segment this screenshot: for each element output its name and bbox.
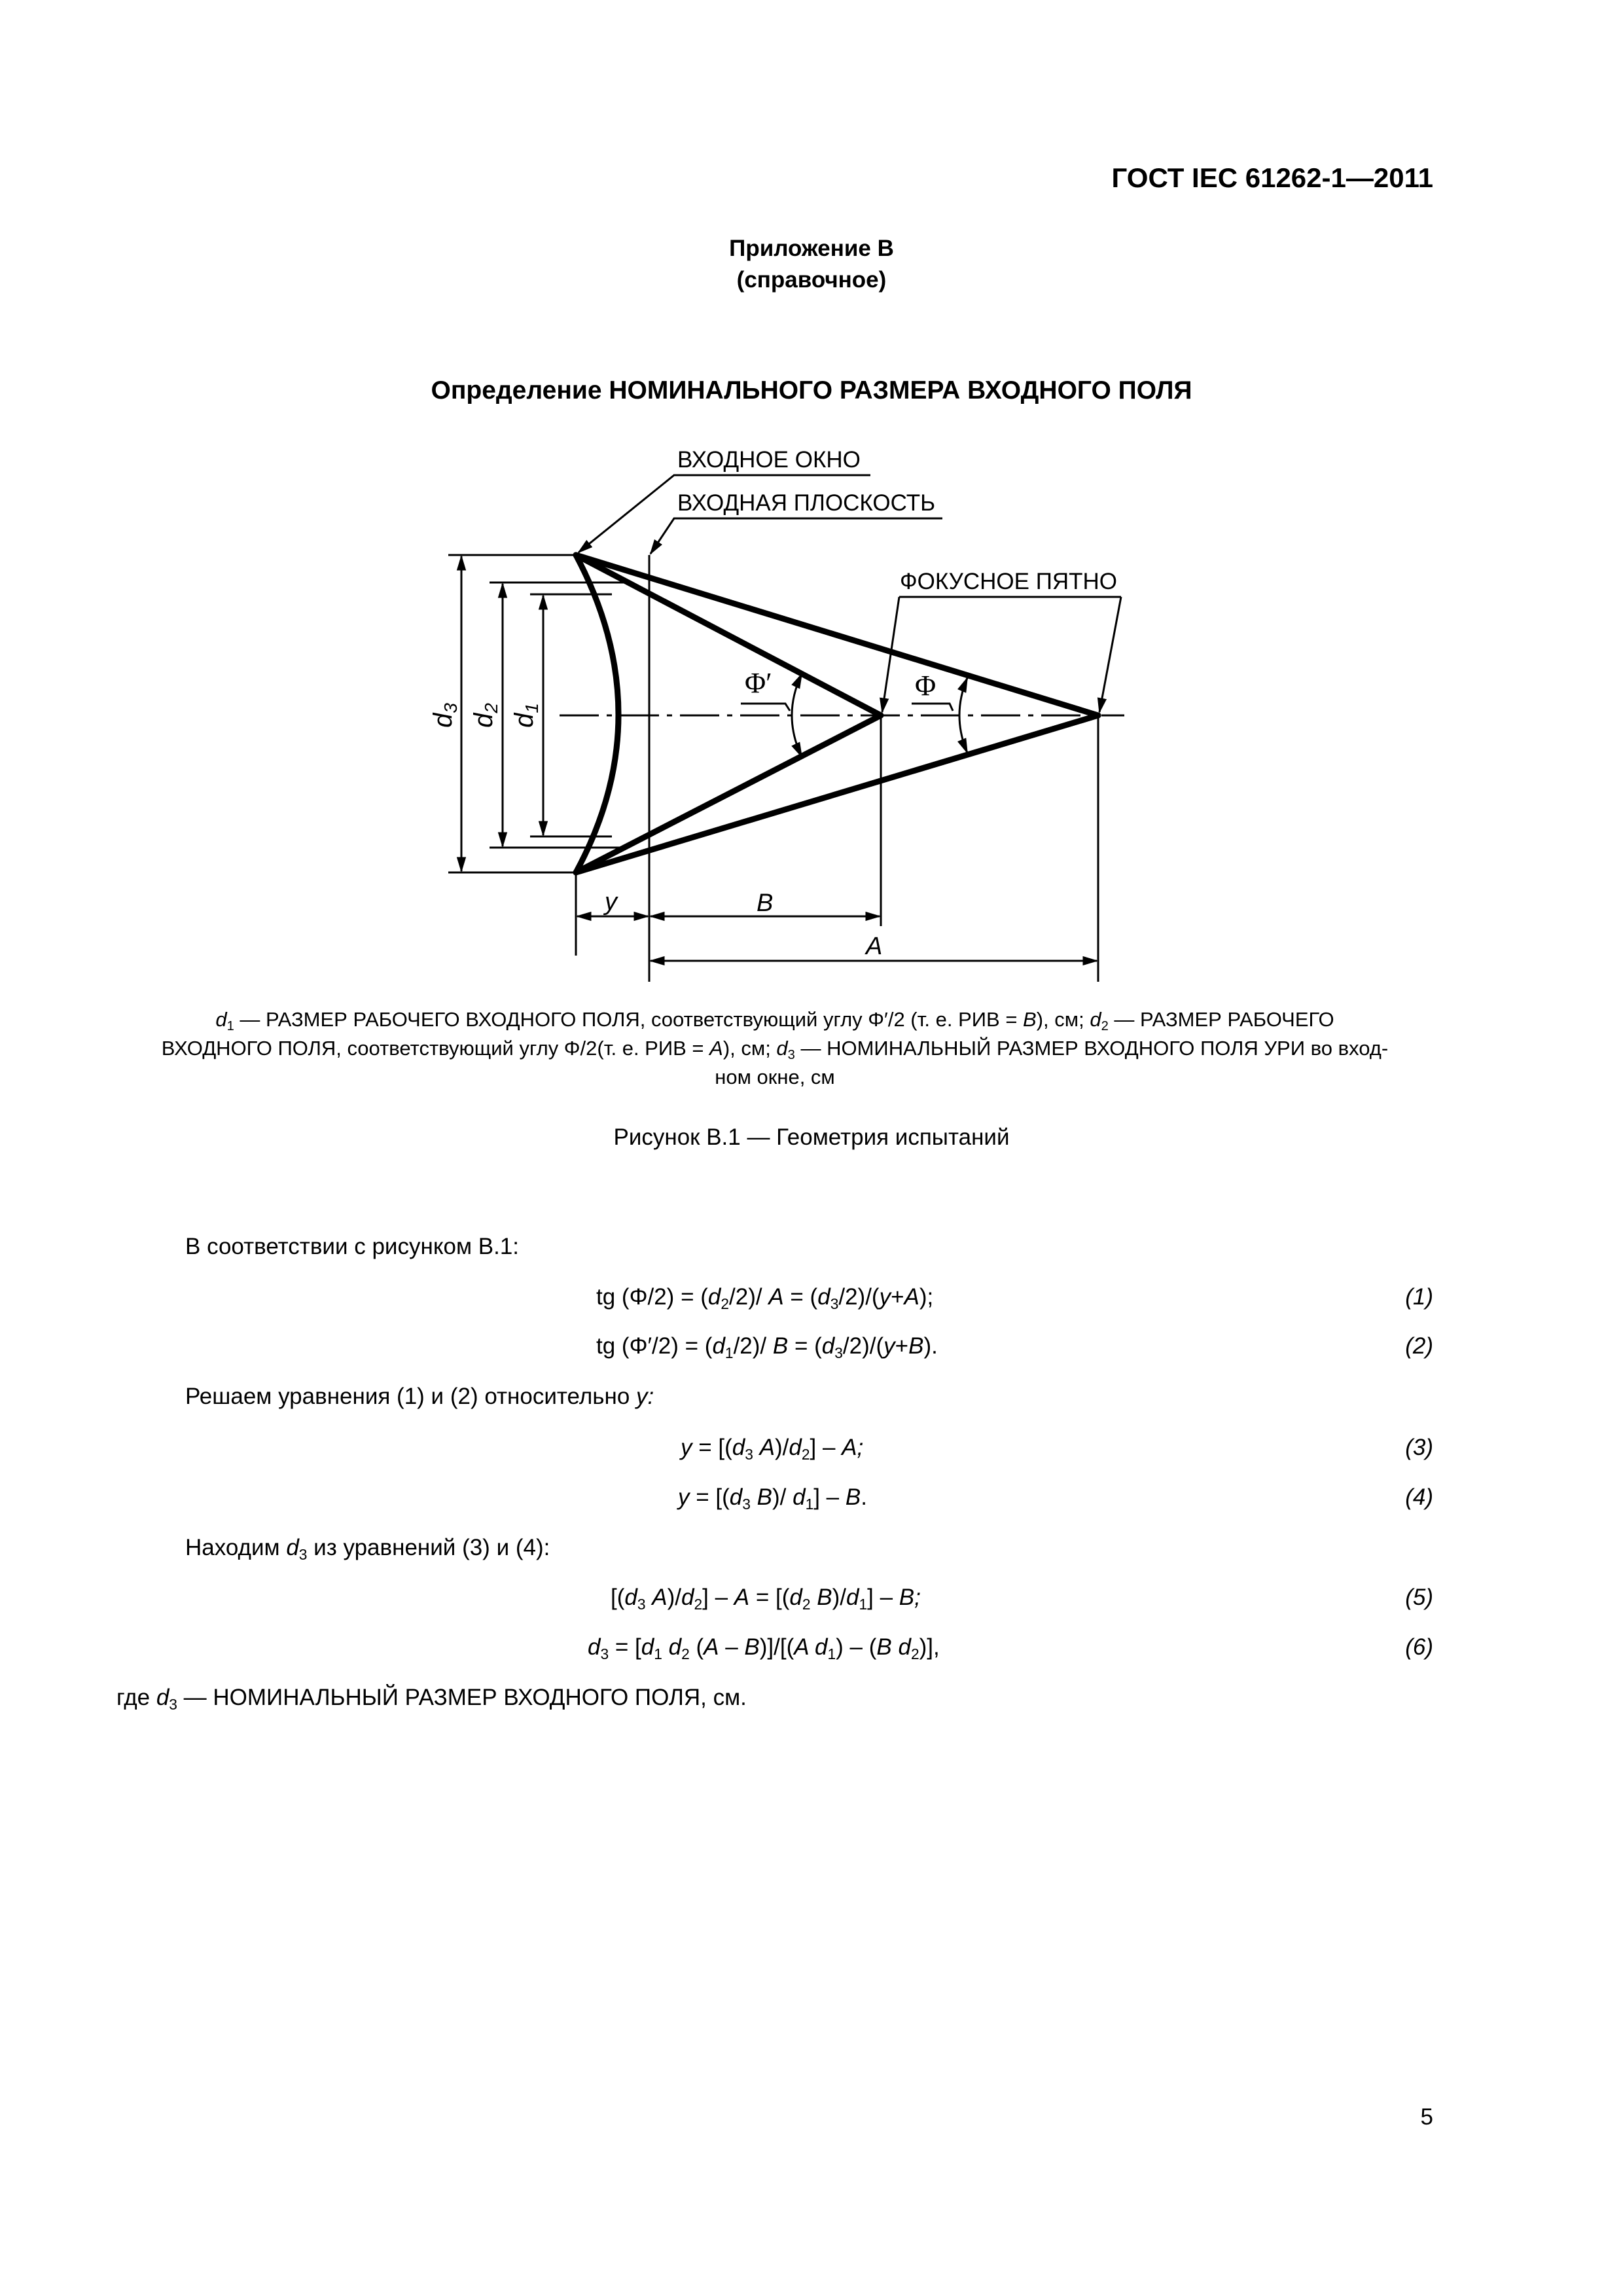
legend-line-3: ном окне, см <box>715 1066 835 1088</box>
equation-3: $y = [(d_3$ $A)/d_2$] – A; <box>681 1435 864 1463</box>
legend-line-2: ВХОДНОГО ПОЛЯ, соответствующий углу Φ/2(т. е. РИВ = A), см; $d_3$ — НОМИНАЛЬНЫЙ РАЗМЕР ВХОДНОГО ПОЛЯ УРИ во вход- <box>161 1037 1389 1063</box>
label-d1: $d_1$ <box>510 703 542 728</box>
label-B: B <box>757 889 774 917</box>
figure-legend <box>116 1005 1433 1092</box>
legend-line-1: $d_1$ — РАЗМЕР РАБОЧЕГО ВХОДНОГО ПОЛЯ, соответствующий углу Φ′/2 (т. е. РИВ = B), см; $d_2$ — РАЗМЕР РАБОЧЕГО <box>215 1008 1334 1034</box>
section-title: Определение НОМИНАЛЬНОГО РАЗМЕРА ВХОДНОГО ПОЛЯ <box>431 376 1192 404</box>
equation-6-number: (6) <box>1405 1634 1433 1660</box>
equation-5: [($d_3$ $A)/d_2] - A = [(d_2$ $B)/d_1$] – B; <box>611 1585 921 1613</box>
figure-caption: Рисунок В.1 — Геометрия испытаний <box>613 1124 1010 1150</box>
equation-3-number: (3) <box>1405 1435 1433 1460</box>
input-window-curve <box>576 555 618 872</box>
label-y: y <box>605 888 617 916</box>
where-paragraph: где $d_3$ — НОМИНАЛЬНЫЙ РАЗМЕР ВХОДНОГО ПОЛЯ, см. <box>116 1685 747 1713</box>
label-d2: $d_2$ <box>469 703 501 728</box>
leader-input-plane <box>651 518 942 554</box>
equation-4-number: (4) <box>1405 1484 1433 1510</box>
appendix-type: (справочное) <box>736 267 887 293</box>
label-phi: Φ <box>915 670 936 702</box>
equation-1-number: (1) <box>1405 1284 1433 1310</box>
label-focal-spot: ФОКУСНОЕ ПЯТНО <box>900 569 1118 594</box>
equation-2-number: (2) <box>1405 1333 1433 1359</box>
label-phi-prime: Φ′ <box>745 667 772 699</box>
label-input-plane: ВХОДНАЯ ПЛОСКОСТЬ <box>677 490 936 516</box>
equation-1: tg $(\Phi/2) = (d_2/2)/$ $A = (d_3/2)/(y+A)$; <box>596 1284 934 1312</box>
angle-phi-prime-arc <box>792 674 802 757</box>
angle-phi-arc <box>959 678 967 753</box>
document-code: ГОСТ IEC 61262-1—2011 <box>1111 162 1433 193</box>
equation-4: $y = [(d_3$ B)/ $d_1$] – B. <box>678 1484 867 1513</box>
find-paragraph: Находим $d_3$ из уравнений (3) и (4): <box>185 1535 550 1563</box>
equation-5-number: (5) <box>1405 1585 1433 1610</box>
appendix-title: Приложение В <box>729 236 894 261</box>
label-A: A <box>866 933 883 960</box>
label-d3: $d_3$ <box>429 703 461 728</box>
equation-2: tg $(\Phi'/2) = (d_1/2)/$ $B = (d_3/2)/(y+B)$. <box>596 1333 938 1361</box>
intro-paragraph: В соответствии с рисунком В.1: <box>185 1234 520 1259</box>
page-number: 5 <box>1420 2104 1433 2130</box>
solve-paragraph: Решаем уравнения (1) и (2) относительно y: <box>185 1384 654 1409</box>
label-input-window: ВХОДНОЕ ОКНО <box>677 447 861 473</box>
equation-6: $d_3 = [d_1$ $d_2$ (A – B)]/[(A $d_1) - (B$ $d_2$)], <box>588 1634 940 1662</box>
